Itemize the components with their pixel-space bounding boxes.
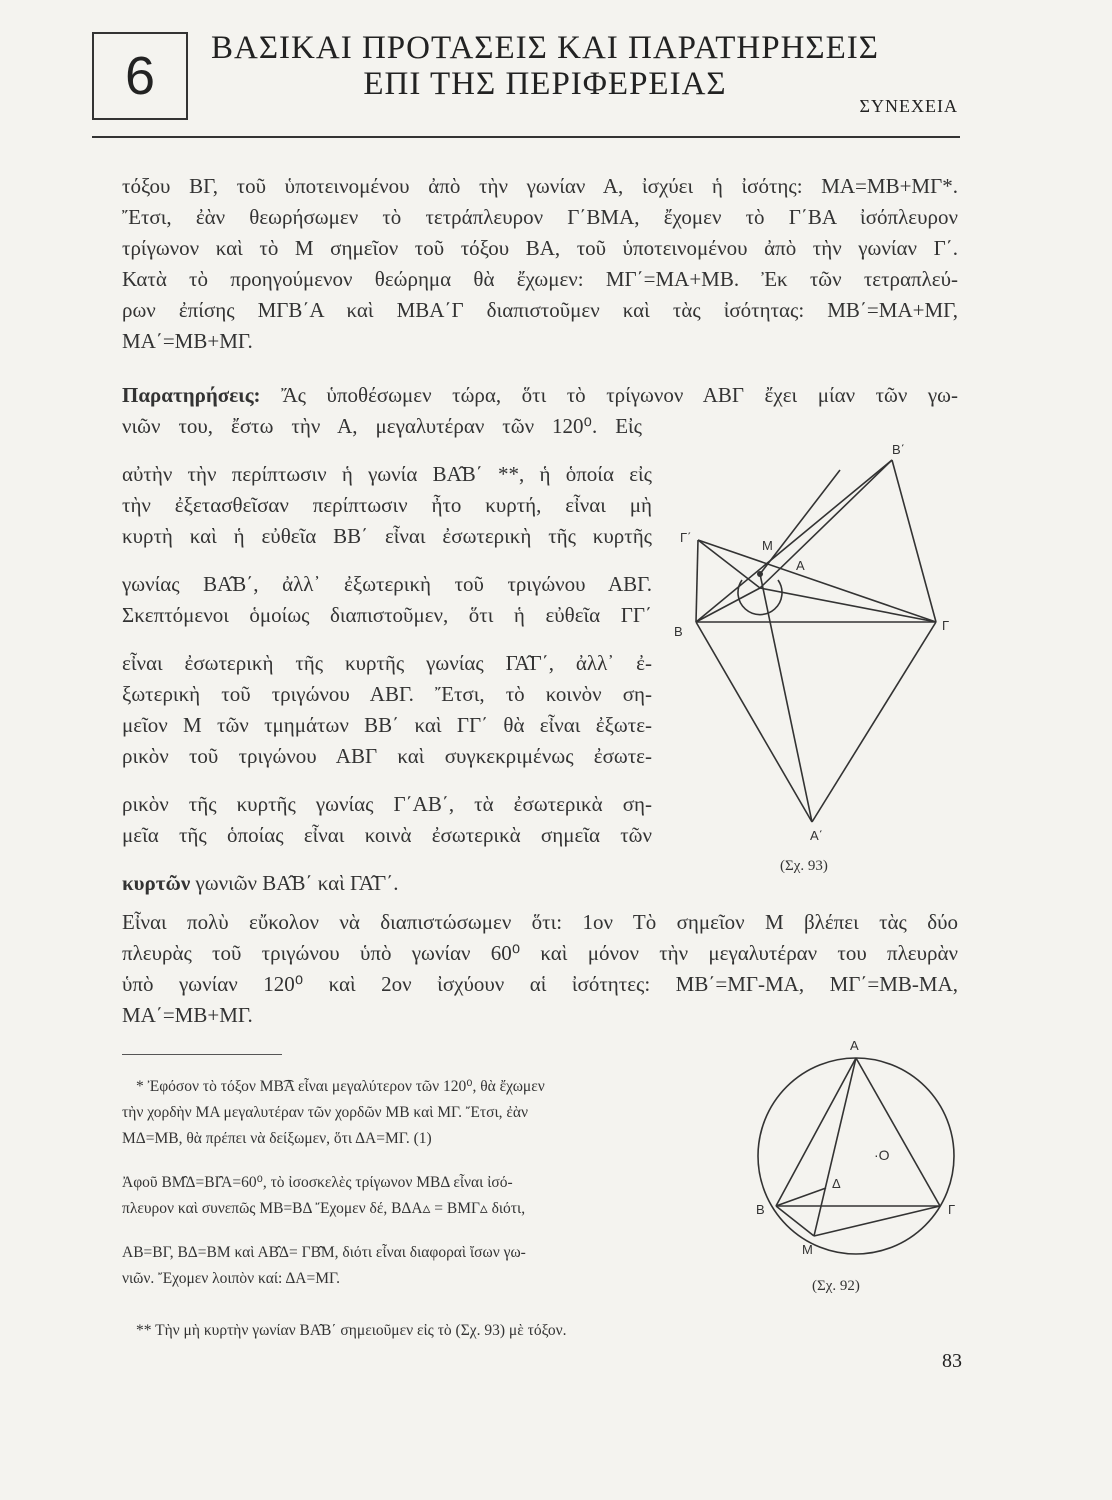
footnote1-line7: νιῶν. Ἔχομεν λοιπὸν καί: ΔΑ=ΜΓ. xyxy=(122,1270,340,1287)
para1-line4: Κατὰ τὸ προηγούμενον θεώρημα θὰ ἔχωμεν: ΜΓ΄=ΜΑ+ΜΒ. Ἐκ τῶν τετραπλεύ- xyxy=(122,267,958,291)
para1-line5: ρων ἐπίσης ΜΓΒ΄Α καὶ ΜΒΑ΄Γ διαπιστοῦμεν καὶ τὰς ἰσότητας: ΜΒ΄=ΜΑ+ΜΓ, xyxy=(122,298,958,322)
fig92-side-mg xyxy=(814,1206,940,1236)
footnote2: ** Τὴν μὴ κυρτὴν γωνίαν ΒΑ̂Β΄ σημειοῦμεν εἰς τὸ (Σχ. 93) μὲ τόξον. xyxy=(136,1322,567,1339)
fig93-side-bap xyxy=(696,622,812,822)
fig92-circle xyxy=(758,1058,954,1254)
chapter-number: 6 xyxy=(124,46,156,106)
fig92-label-a: A xyxy=(850,1038,859,1053)
page-number: 83 xyxy=(942,1350,962,1372)
header-rule xyxy=(92,136,960,138)
footnote-rule xyxy=(122,1054,282,1055)
para1-line3: τρίγωνον καὶ τὸ Μ σημεῖον τοῦ τόξου ΒΑ, τοῦ ὑποτεινομένου ἀπὸ τὴν γωνίαν Γ΄. xyxy=(122,236,958,260)
fig93-label-bp: B΄ xyxy=(892,442,905,457)
remarks-narrow-line6: εἶναι ἐσωτερικὴ τῆς κυρτῆς γωνίας ΓΑ̂Γ΄, ἀλλ᾽ ἐ- xyxy=(122,651,652,675)
figure-93-caption: (Σχ. 93) xyxy=(780,858,828,874)
chapter-title-line1: ΒΑΣΙΚΑΙ ΠΡΟΤΑΣΕΙΣ ΚΑΙ ΠΑΡΑΤΗΡΗΣΕΙΣ xyxy=(211,30,879,66)
remarks-line2: νιῶν του, ἔστω τὴν Α, μεγαλυτέραν τῶν 120⁰. Εἰς xyxy=(122,414,642,438)
footnote1-line4: Ἀφοῦ ΒΜ̂Δ=ΒΓ̂Α=60⁰, τὸ ἰσοσκελὲς τρίγωνον ΜΒΔ εἶναι ἰσό- xyxy=(122,1174,513,1191)
remarks-label: Παρατηρήσεις: xyxy=(122,383,261,407)
fig93-side-ba xyxy=(696,588,760,622)
figure-92-caption: (Σχ. 92) xyxy=(812,1278,860,1294)
remarks-narrow-line1: αὐτὴν τὴν περίπτωσιν ἡ γωνία ΒΑ̂Β΄ **, ἡ ὁποία εἰς xyxy=(122,462,652,486)
fig93-side-ag xyxy=(760,588,936,622)
footnote1-line3: ΜΔ=ΜΒ, θὰ πρέπει νὰ δείξωμεν, ὅτι ΔΑ=ΜΓ. (1) xyxy=(122,1130,432,1147)
fig92-side-ab xyxy=(776,1058,856,1206)
chapter-subtitle: ΣΥΝΕΧΕΙΑ xyxy=(859,96,958,116)
remarks-line1 xyxy=(122,381,958,409)
remarks-narrow-line5: Σκεπτόμενοι ὁμοίως διαπιστοῦμεν, ὅτι ἡ εὐθεῖα ΓΓ΄ xyxy=(122,603,652,627)
chapter-number-box xyxy=(92,32,188,120)
fig93-side-gap xyxy=(812,622,936,822)
fig93-label-m: M xyxy=(762,538,773,553)
footnote1-line6: ΑΒ=ΒΓ, ΒΔ=ΒΜ καὶ ΑΒ̂Δ= ΓΒ̂Μ, διότι εἶναι διαφοραὶ ἴσων γω- xyxy=(122,1244,526,1261)
para1-line6: ΜΑ΄=ΜΒ+ΜΓ. xyxy=(122,329,253,353)
fig93-label-gp: Γ΄ xyxy=(680,530,692,545)
fig93-point-m xyxy=(757,571,763,577)
remarks-bold-word: κυρτῶν xyxy=(122,871,191,895)
remarks-narrow-line8: μεῖον Μ τῶν τμημάτων ΒΒ΄ καὶ ΓΓ΄ θὰ εἶναι ἐξωτε- xyxy=(122,713,652,737)
fig92-label-o: ·O xyxy=(874,1147,890,1163)
remarks-narrow-line9: ρικὸν τοῦ τριγώνου ΑΒΓ καὶ συγκεκριμένως ἐσωτε- xyxy=(122,744,652,768)
para3-line2: πλευρὰς τοῦ τριγώνου ὑπὸ γωνίαν 60⁰ καὶ μόνον τὴν μεγαλυτέραν του πλευρὰν xyxy=(122,941,958,965)
fig92-label-b: B xyxy=(756,1202,765,1217)
remarks-narrow-line3: κυρτὴ καὶ ἡ εὐθεῖα ΒΒ΄ εἶναι ἐσωτερικὴ τῆς κυρτῆς xyxy=(122,524,652,548)
fig92-side-ag xyxy=(856,1058,940,1206)
fig93-label-a: A xyxy=(796,558,805,573)
fig93-angle-arc xyxy=(738,580,782,615)
footnote1-line1: * Ἐφόσον τὸ τόξον ΜΒ͡Α εἶναι μεγαλύτερον τῶν 120⁰, θὰ ἔχωμεν xyxy=(136,1078,545,1095)
fig92-label-g: Γ xyxy=(948,1202,956,1217)
para3-line4: ΜΑ΄=ΜΒ+ΜΓ. xyxy=(122,1003,253,1027)
remarks-line1-text: Ἄς ὑποθέσωμεν τώρα, ὅτι τὸ τρίγωνον ΑΒΓ ἔχει μίαν τῶν γω- xyxy=(260,383,958,407)
para1-line1: τόξου ΒΓ, τοῦ ὑποτεινομένου ἀπὸ τὴν γωνίαν Α, ἰσχύει ἡ ἰσότης: ΜΑ=ΜΒ+ΜΓ*. xyxy=(122,174,958,198)
remarks-narrow-line7: ξωτερικὴ τοῦ τριγώνου ΑΒΓ. Ἔτσι, τὸ κοινὸν ση- xyxy=(122,682,652,706)
remarks-narrow-line4: γωνίας ΒΑ̂Β΄, ἀλλ᾽ ἐξωτερικὴ τοῦ τριγώνου ΑΒΓ. xyxy=(122,572,652,596)
fig93-side-bpg xyxy=(892,460,936,622)
figure-93 xyxy=(660,430,970,850)
footnote1-line2: τὴν χορδὴν ΜΑ μεγαλυτέραν τῶν χορδῶν ΜΒ καὶ ΜΓ. Ἔτσι, ἐὰν xyxy=(122,1104,529,1121)
fig92-label-d: Δ xyxy=(832,1176,841,1191)
fig92-label-m: M xyxy=(802,1242,813,1257)
fig93-label-ap: A΄ xyxy=(810,828,823,843)
fig92-side-am xyxy=(814,1058,856,1236)
para1-line2: Ἔτσι, ἐὰν θεωρήσωμεν τὸ τετράπλευρον Γ΄ΒΜΑ, ἔχομεν τὸ Γ΄ΒΑ ἰσόπλευρον xyxy=(122,205,958,229)
fig93-label-b: B xyxy=(674,624,683,639)
para3-line3: ὑπὸ γωνίαν 120⁰ καὶ 2ον ἰσχύουν αἱ ἰσότητες: ΜΒ΄=ΜΓ-ΜΑ, ΜΓ΄=ΜΒ-ΜΑ, xyxy=(122,972,958,996)
fig93-side-gpb xyxy=(696,540,698,622)
chapter-title-line2: ΕΠΙ ΤΗΣ ΠΕΡΙΦΕΡΕΙΑΣ xyxy=(363,66,727,102)
remarks-narrow-line10: ρικὸν τῆς κυρτῆς γωνίας Γ΄ΑΒ΄, τὰ ἐσωτερικὰ ση- xyxy=(122,792,652,816)
remarks-last-text: γωνιῶν ΒΑ̂Β΄ καὶ ΓΑ̂Γ΄. xyxy=(190,871,399,895)
chapter-title xyxy=(200,30,890,102)
fig93-side-bbp xyxy=(696,460,892,622)
fig93-side-map xyxy=(760,574,812,822)
remarks-narrow-line11: μεῖα τῆς ὁποίας εἶναι κοινὰ ἐσωτερικὰ σημεῖα τῶν xyxy=(122,823,652,847)
remarks-last-line xyxy=(122,869,398,897)
fig93-label-g: Γ xyxy=(942,618,950,633)
figure-92 xyxy=(748,1036,968,1266)
fig93-side-gpa xyxy=(698,540,760,588)
footnote1-line5: πλευρον καὶ συνεπῶς ΜΒ=ΒΔ Ἔχομεν δέ, ΒΔΑ▵ = ΒΜΓ▵ διότι, xyxy=(122,1200,526,1217)
remarks-narrow-line2: τὴν ἐξετασθεῖσαν περίπτωσιν ἦτο κυρτή, εἶναι μὴ xyxy=(122,493,652,517)
para3-line1: Εἶναι πολὺ εὔκολον νὰ διαπιστώσωμεν ὅτι: 1ον Τὸ σημεῖον Μ βλέπει τὰς δύο xyxy=(122,910,958,934)
fig93-side-gpg xyxy=(698,540,936,622)
